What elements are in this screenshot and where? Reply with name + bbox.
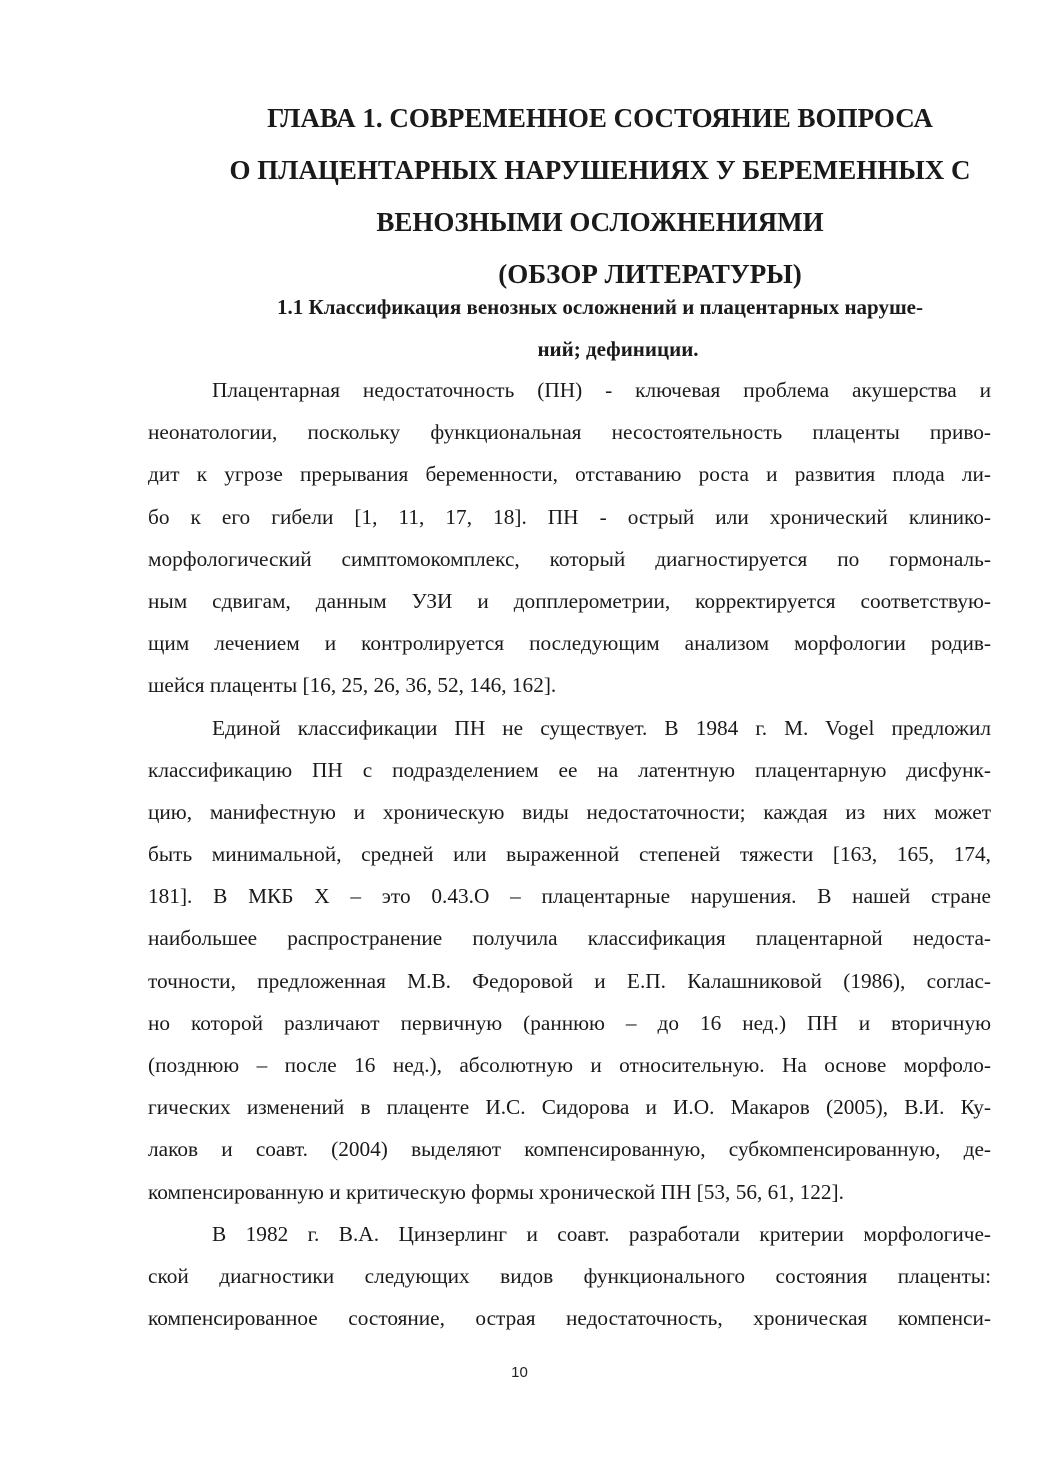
page-number: 10 — [511, 1364, 528, 1381]
text-line: ской диагностики следующих видов функционального состояния плаценты: — [148, 1263, 991, 1288]
paragraph — [148, 1213, 991, 1340]
paragraph — [148, 707, 991, 1213]
text-line: ным сдвигам, данным УЗИ и допплерометрии, корректируется соответствую- — [148, 588, 991, 613]
text-line: шейся плаценты [16, 25, 26, 36, 52, 146, 162]. — [148, 673, 557, 698]
text-line: наибольшее распространение получила классификация плацентарной недоста- — [148, 926, 991, 951]
chapter-heading — [200, 92, 1000, 300]
text-line: компенсированное состояние, острая недостаточность, хроническая компенси- — [148, 1306, 991, 1331]
text-line: морфологический симптомокомплекс, который диагностируется по гормональ- — [148, 546, 991, 571]
text-line: классификацию ПН с подразделением ее на латентную плацентарную дисфунк- — [148, 757, 991, 782]
text-line: компенсированную и критическую формы хронической ПН [53, 56, 61, 122]. — [148, 1179, 844, 1204]
text-line: лаков и соавт. (2004) выделяют компенсированную, субкомпенсированную, де- — [148, 1137, 991, 1162]
text-line: Плацентарная недостаточность (ПН) - ключевая проблема акушерства и — [212, 378, 991, 402]
section-heading-line: ний; дефиниции. — [537, 337, 699, 361]
text-line: (позднюю – после 16 нед.), абсолютную и относительную. На основе морфоло- — [148, 1053, 991, 1077]
chapter-heading-line: ВЕНОЗНЫМИ ОСЛОЖНЕНИЯМИ — [376, 207, 824, 237]
section-heading — [200, 286, 1000, 370]
text-line: В 1982 г. В.А. Цинзерлинг и соавт. разработали критерии морфологиче- — [212, 1221, 991, 1246]
text-line: 181]. В МКБ X – это 0.43.О – плацентарные нарушения. В нашей стране — [148, 884, 991, 909]
paragraph — [148, 369, 991, 707]
text-line: Единой классификации ПН не существует. В 1984 г. M. Vogel предложил — [212, 715, 991, 740]
text-line: быть минимальной, средней или выраженной степеней тяжести [163, 165, 174, — [148, 842, 991, 867]
chapter-heading-line: ГЛАВА 1. СОВРЕМЕННОЕ СОСТОЯНИЕ ВОПРОСА — [267, 103, 933, 133]
text-line: дит к угрозе прерывания беременности, отставанию роста и развития плода ли- — [148, 462, 991, 487]
section-heading-line: 1.1 Классификация венозных осложнений и плацентарных наруше- — [277, 295, 923, 319]
chapter-heading-line: О ПЛАЦЕНТАРНЫХ НАРУШЕНИЯХ У БЕРЕМЕННЫХ С — [229, 155, 971, 185]
text-line: точности, предложенная М.В. Федоровой и Е.П. Калашниковой (1986), соглас- — [148, 968, 991, 993]
text-line: бо к его гибели [1, 11, 17, 18]. ПН - острый или хронический клинико- — [148, 504, 991, 529]
text-line: неонатологии, поскольку функциональная несостоятельность плаценты приво- — [148, 420, 991, 445]
text-line: щим лечением и контролируется последующим анализом морфологии родив- — [148, 631, 991, 656]
body-text — [148, 369, 991, 1339]
text-line: цию, манифестную и хроническую виды недостаточности; каждая из них может — [148, 799, 991, 824]
chapter-heading-line: (ОБЗОР ЛИТЕРАТУРЫ) — [498, 259, 802, 289]
text-line: гических изменений в плаценте И.С. Сидорова и И.О. Макаров (2005), В.И. Ку- — [148, 1095, 991, 1120]
text-line: но которой различают первичную (раннюю – до 16 нед.) ПН и вторичную — [148, 1010, 991, 1035]
